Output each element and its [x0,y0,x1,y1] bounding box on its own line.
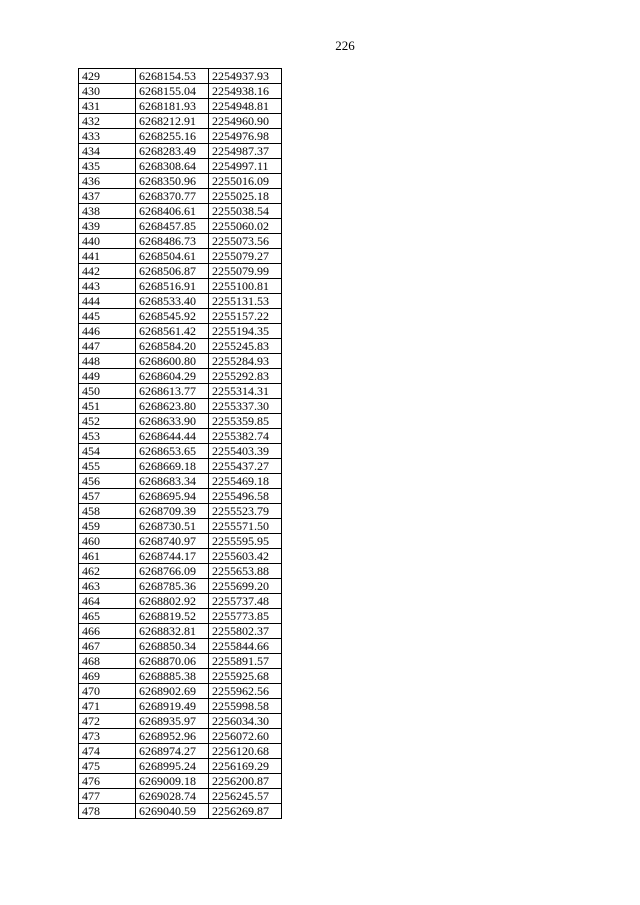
table-row [79,699,282,714]
y-coordinate-cell: 2255073.56 [209,234,282,249]
y-coordinate-cell: 2255802.37 [209,624,282,639]
x-coordinate-cell: 6268154.53 [136,69,209,84]
table-row [79,534,282,549]
x-coordinate-cell: 6268370.77 [136,189,209,204]
y-coordinate-cell: 2256269.87 [209,804,282,819]
y-coordinate-cell: 2255403.39 [209,444,282,459]
point-number-cell: 438 [79,204,136,219]
table-row [79,369,282,384]
y-coordinate-cell: 2255653.88 [209,564,282,579]
point-number-cell: 469 [79,669,136,684]
x-coordinate-cell: 6268935.97 [136,714,209,729]
point-number-cell: 444 [79,294,136,309]
table-row [79,684,282,699]
table-row [79,264,282,279]
y-coordinate-cell: 2255359.85 [209,414,282,429]
point-number-cell: 453 [79,429,136,444]
x-coordinate-cell: 6268919.49 [136,699,209,714]
x-coordinate-cell: 6268613.77 [136,384,209,399]
point-number-cell: 478 [79,804,136,819]
table-row [79,504,282,519]
point-number-cell: 462 [79,564,136,579]
y-coordinate-cell: 2254948.81 [209,99,282,114]
y-coordinate-cell: 2256169.29 [209,759,282,774]
x-coordinate-cell: 6268832.81 [136,624,209,639]
y-coordinate-cell: 2255496.58 [209,489,282,504]
point-number-cell: 456 [79,474,136,489]
y-coordinate-cell: 2255699.20 [209,579,282,594]
table-row [79,744,282,759]
y-coordinate-cell: 2256034.30 [209,714,282,729]
point-number-cell: 466 [79,624,136,639]
y-coordinate-cell: 2255131.53 [209,294,282,309]
x-coordinate-cell: 6268653.65 [136,444,209,459]
x-coordinate-cell: 6268406.61 [136,204,209,219]
point-number-cell: 470 [79,684,136,699]
x-coordinate-cell: 6268181.93 [136,99,209,114]
point-number-cell: 461 [79,549,136,564]
y-coordinate-cell: 2255245.83 [209,339,282,354]
point-number-cell: 473 [79,729,136,744]
y-coordinate-cell: 2255079.99 [209,264,282,279]
x-coordinate-cell: 6268683.34 [136,474,209,489]
table-row [79,714,282,729]
table-row [79,159,282,174]
table-row [79,114,282,129]
table-row [79,639,282,654]
point-number-cell: 457 [79,489,136,504]
y-coordinate-cell: 2255603.42 [209,549,282,564]
point-number-cell: 460 [79,534,136,549]
point-number-cell: 439 [79,219,136,234]
table-row [79,459,282,474]
table-row [79,249,282,264]
y-coordinate-cell: 2254987.37 [209,144,282,159]
point-number-cell: 434 [79,144,136,159]
y-coordinate-cell: 2254938.16 [209,84,282,99]
x-coordinate-cell: 6269009.18 [136,774,209,789]
y-coordinate-cell: 2255523.79 [209,504,282,519]
point-number-cell: 441 [79,249,136,264]
x-coordinate-cell: 6268457.85 [136,219,209,234]
table-row [79,234,282,249]
y-coordinate-cell: 2255382.74 [209,429,282,444]
y-coordinate-cell: 2255314.31 [209,384,282,399]
point-number-cell: 430 [79,84,136,99]
x-coordinate-cell: 6268744.17 [136,549,209,564]
y-coordinate-cell: 2255157.22 [209,309,282,324]
x-coordinate-cell: 6268766.09 [136,564,209,579]
table-row [79,789,282,804]
table-row [79,669,282,684]
x-coordinate-cell: 6268802.92 [136,594,209,609]
point-number-cell: 446 [79,324,136,339]
point-number-cell: 472 [79,714,136,729]
x-coordinate-cell: 6268695.94 [136,489,209,504]
table-row [79,579,282,594]
y-coordinate-cell: 2254960.90 [209,114,282,129]
point-number-cell: 455 [79,459,136,474]
point-number-cell: 476 [79,774,136,789]
x-coordinate-cell: 6268155.04 [136,84,209,99]
point-number-cell: 465 [79,609,136,624]
point-number-cell: 459 [79,519,136,534]
x-coordinate-cell: 6268885.38 [136,669,209,684]
point-number-cell: 440 [79,234,136,249]
x-coordinate-cell: 6268952.96 [136,729,209,744]
x-coordinate-cell: 6268308.64 [136,159,209,174]
x-coordinate-cell: 6268850.34 [136,639,209,654]
x-coordinate-cell: 6268623.80 [136,399,209,414]
table-row [79,84,282,99]
y-coordinate-cell: 2255998.58 [209,699,282,714]
table-row [79,99,282,114]
x-coordinate-cell: 6268870.06 [136,654,209,669]
point-number-cell: 467 [79,639,136,654]
y-coordinate-cell: 2255038.54 [209,204,282,219]
x-coordinate-cell: 6269040.59 [136,804,209,819]
y-coordinate-cell: 2255060.02 [209,219,282,234]
y-coordinate-cell: 2255079.27 [209,249,282,264]
y-coordinate-cell: 2255025.18 [209,189,282,204]
table-row [79,204,282,219]
x-coordinate-cell: 6268516.91 [136,279,209,294]
x-coordinate-cell: 6268350.96 [136,174,209,189]
y-coordinate-cell: 2255925.68 [209,669,282,684]
y-coordinate-cell: 2255773.85 [209,609,282,624]
x-coordinate-cell: 6268600.80 [136,354,209,369]
table-row [79,339,282,354]
y-coordinate-cell: 2255437.27 [209,459,282,474]
point-number-cell: 463 [79,579,136,594]
x-coordinate-cell: 6268740.97 [136,534,209,549]
point-number-cell: 451 [79,399,136,414]
y-coordinate-cell: 2256120.68 [209,744,282,759]
table-row [79,429,282,444]
y-coordinate-cell: 2255962.56 [209,684,282,699]
table-row [79,384,282,399]
x-coordinate-cell: 6268486.73 [136,234,209,249]
table-row [79,324,282,339]
point-number-cell: 443 [79,279,136,294]
y-coordinate-cell: 2256072.60 [209,729,282,744]
x-coordinate-cell: 6268785.36 [136,579,209,594]
table-row [79,624,282,639]
point-number-cell: 435 [79,159,136,174]
y-coordinate-cell: 2255292.83 [209,369,282,384]
table-row [79,189,282,204]
coordinates-table-body [79,69,282,819]
x-coordinate-cell: 6269028.74 [136,789,209,804]
table-row [79,654,282,669]
x-coordinate-cell: 6268533.40 [136,294,209,309]
y-coordinate-cell: 2254937.93 [209,69,282,84]
table-row [79,564,282,579]
point-number-cell: 442 [79,264,136,279]
x-coordinate-cell: 6268974.27 [136,744,209,759]
x-coordinate-cell: 6268506.87 [136,264,209,279]
table-row [79,174,282,189]
x-coordinate-cell: 6268633.90 [136,414,209,429]
y-coordinate-cell: 2255844.66 [209,639,282,654]
point-number-cell: 475 [79,759,136,774]
point-number-cell: 458 [79,504,136,519]
x-coordinate-cell: 6268212.91 [136,114,209,129]
x-coordinate-cell: 6268584.20 [136,339,209,354]
table-row [79,519,282,534]
y-coordinate-cell: 2256200.87 [209,774,282,789]
table-row [79,729,282,744]
y-coordinate-cell: 2254976.98 [209,129,282,144]
y-coordinate-cell: 2255737.48 [209,594,282,609]
table-row [79,279,282,294]
point-number-cell: 452 [79,414,136,429]
x-coordinate-cell: 6268902.69 [136,684,209,699]
point-number-cell: 471 [79,699,136,714]
point-number-cell: 477 [79,789,136,804]
y-coordinate-cell: 2255469.18 [209,474,282,489]
x-coordinate-cell: 6268283.49 [136,144,209,159]
table-row [79,594,282,609]
table-row [79,549,282,564]
x-coordinate-cell: 6268504.61 [136,249,209,264]
y-coordinate-cell: 2256245.57 [209,789,282,804]
table-row [79,759,282,774]
table-row [79,69,282,84]
x-coordinate-cell: 6268644.44 [136,429,209,444]
point-number-cell: 468 [79,654,136,669]
table-row [79,774,282,789]
point-number-cell: 429 [79,69,136,84]
coordinates-table [78,68,282,819]
table-row [79,414,282,429]
x-coordinate-cell: 6268561.42 [136,324,209,339]
point-number-cell: 464 [79,594,136,609]
table-row [79,804,282,819]
table-row [79,144,282,159]
x-coordinate-cell: 6268709.39 [136,504,209,519]
point-number-cell: 449 [79,369,136,384]
point-number-cell: 436 [79,174,136,189]
table-row [79,309,282,324]
y-coordinate-cell: 2254997.11 [209,159,282,174]
y-coordinate-cell: 2255595.95 [209,534,282,549]
x-coordinate-cell: 6268545.92 [136,309,209,324]
y-coordinate-cell: 2255284.93 [209,354,282,369]
table-row [79,444,282,459]
x-coordinate-cell: 6268995.24 [136,759,209,774]
x-coordinate-cell: 6268669.18 [136,459,209,474]
x-coordinate-cell: 6268730.51 [136,519,209,534]
point-number-cell: 450 [79,384,136,399]
point-number-cell: 437 [79,189,136,204]
x-coordinate-cell: 6268255.16 [136,129,209,144]
table-row [79,219,282,234]
y-coordinate-cell: 2255194.35 [209,324,282,339]
point-number-cell: 454 [79,444,136,459]
table-row [79,399,282,414]
y-coordinate-cell: 2255337.30 [209,399,282,414]
table-row [79,489,282,504]
point-number-cell: 448 [79,354,136,369]
y-coordinate-cell: 2255100.81 [209,279,282,294]
point-number-cell: 447 [79,339,136,354]
table-row [79,609,282,624]
point-number-cell: 433 [79,129,136,144]
x-coordinate-cell: 6268604.29 [136,369,209,384]
x-coordinate-cell: 6268819.52 [136,609,209,624]
y-coordinate-cell: 2255571.50 [209,519,282,534]
point-number-cell: 431 [79,99,136,114]
table-row [79,474,282,489]
table-row [79,354,282,369]
point-number-cell: 474 [79,744,136,759]
page-number: 226 [335,38,355,53]
y-coordinate-cell: 2255891.57 [209,654,282,669]
table-row [79,129,282,144]
point-number-cell: 432 [79,114,136,129]
table-row [79,294,282,309]
point-number-cell: 445 [79,309,136,324]
y-coordinate-cell: 2255016.09 [209,174,282,189]
